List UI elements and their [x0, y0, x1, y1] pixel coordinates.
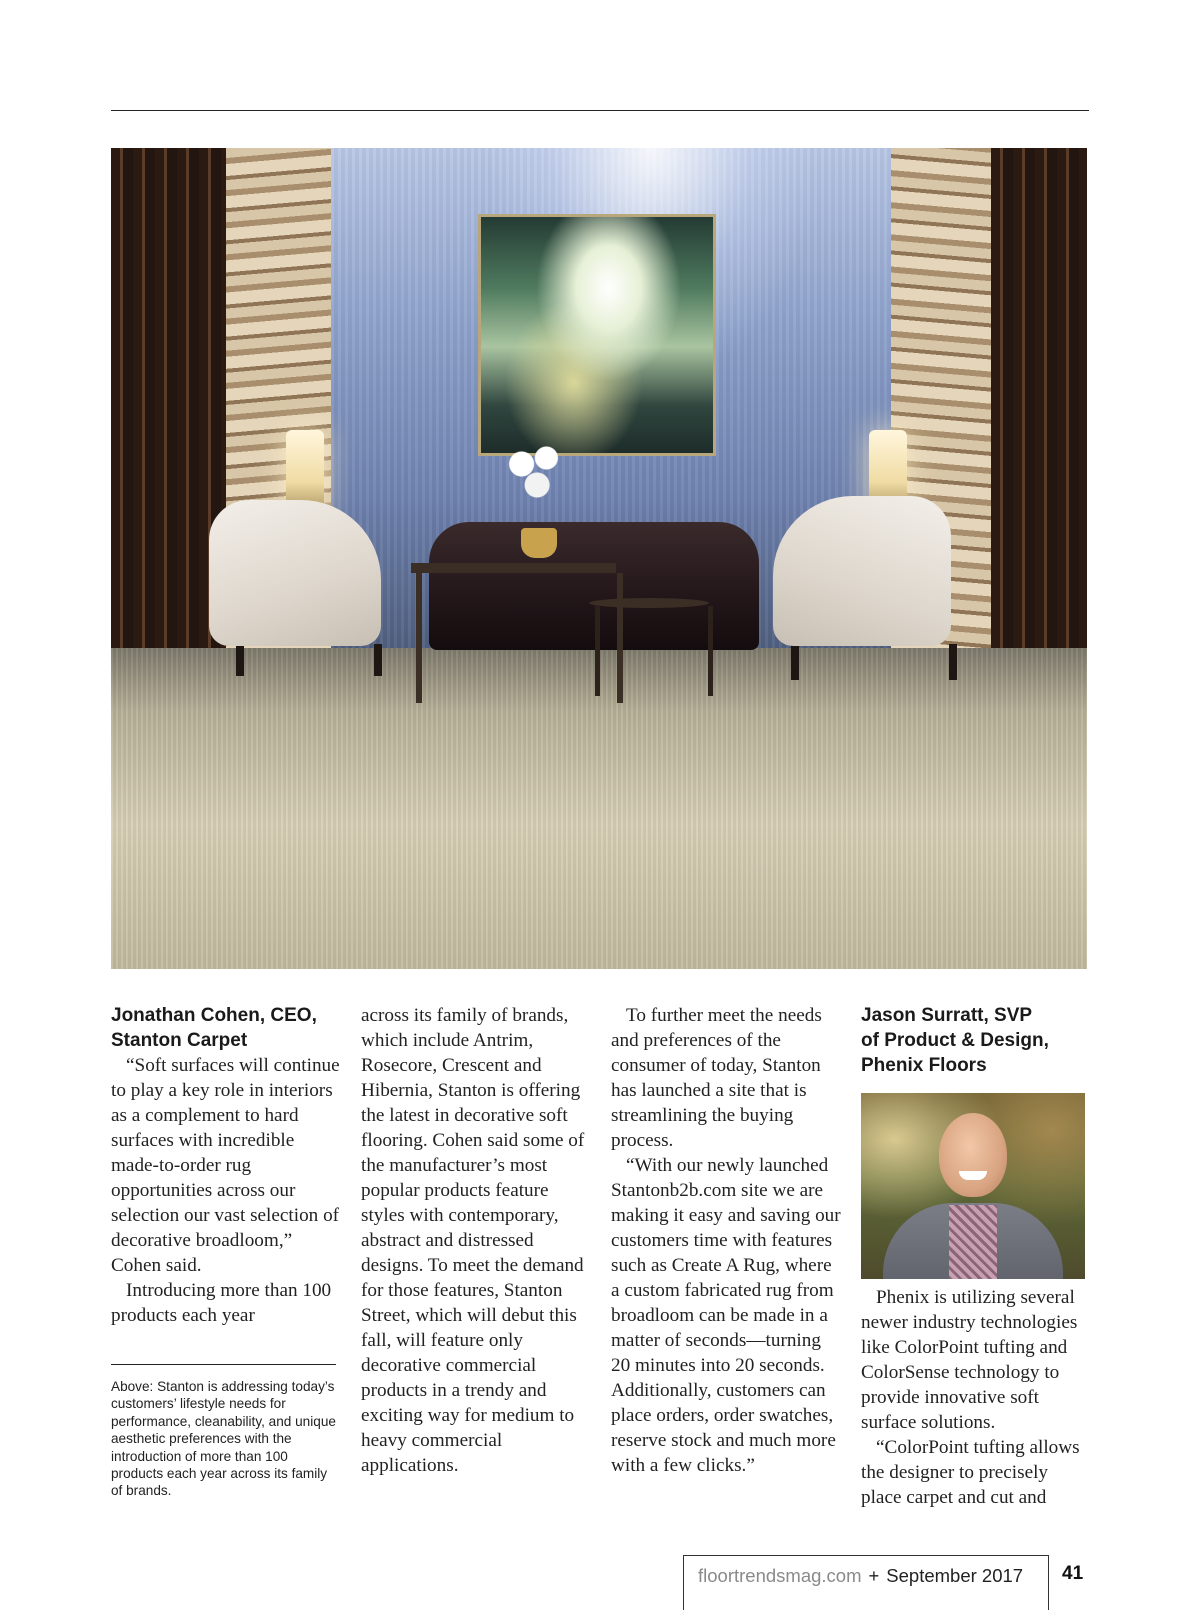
photo-side-table — [589, 598, 709, 608]
photo-vase — [521, 528, 557, 558]
photo-painting — [478, 214, 716, 456]
headshot-shirt — [949, 1205, 997, 1279]
page-number: 41 — [1062, 1563, 1084, 1584]
photo-side-table-legs — [595, 606, 713, 696]
footer-separator: + — [868, 1565, 880, 1586]
speaker-heading-line: Jason Surratt, SVP — [861, 1005, 1033, 1026]
photo-chair-right — [773, 496, 951, 646]
photo-chair-left-base — [236, 644, 382, 676]
article-column-3 — [611, 1003, 843, 1478]
photo-chair-right-base — [791, 644, 957, 680]
headshot-photo — [861, 1093, 1085, 1279]
photo-chair-left — [209, 500, 381, 646]
lobby-photo — [111, 148, 1087, 969]
footer-folio — [698, 1564, 1023, 1588]
article-column-1 — [111, 1003, 343, 1328]
body-paragraph: “With our newly launched Stantonb2b.com site we are making it easy and saving our customers time with features such as Create A Rug, where a custom fabricated rug from broadloom can be made in a matter of seconds—turning 20 minutes into 20 seconds. Additionally, customers can place orders, order swatches, reserve stock and much more with a few clicks.” — [611, 1155, 841, 1476]
speaker-heading-line: Jonathan Cohen, CEO, — [111, 1005, 317, 1026]
photo-screen-right — [991, 148, 1087, 688]
speaker-heading-line: Stanton Carpet — [111, 1030, 248, 1051]
body-paragraph: “ColorPoint tufting allows the designer to precisely place carpet and cut and — [861, 1437, 1080, 1508]
speaker-heading-line: of Product & Design, — [861, 1030, 1049, 1051]
photo-table-legs — [416, 573, 623, 703]
body-paragraph: across its family of brands, which include Antrim, Rosecore, Crescent and Hibernia, Stanton is offering the latest in decorative soft flooring. Cohen said some of the manufacturer’s most popular products feature styles with contemporary, abstract and distressed designs. To meet the demand for those features, Stanton Street, which will debut this fall, will feature only decorative commercial products in a trendy and exciting way for medium to heavy commercial applications. — [361, 1005, 585, 1476]
photo-table-top — [411, 563, 616, 573]
headshot-face — [939, 1113, 1007, 1197]
caption-rule — [111, 1364, 336, 1365]
article-column-4 — [861, 1003, 1093, 1510]
photo-caption: Above: Stanton is addressing today’s customers’ lifestyle needs for performance, cleanability, and unique aesthetic preferences with the introduction of more than 100 products each year across its family of brands. — [111, 1379, 336, 1499]
top-rule — [111, 110, 1089, 111]
article-column-2 — [361, 1003, 593, 1478]
speaker-heading-line: Phenix Floors — [861, 1055, 987, 1076]
body-paragraph: To further meet the needs and preferences of the consumer of today, Stanton has launched a site that is streamlining the buying process. — [611, 1005, 822, 1151]
body-paragraph: “Soft surfaces will continue to play a key role in interiors as a complement to hard surfaces with incredible made-to-order rug opportunities across our selection our vast selection of decorative broadloom,” Cohen said. — [111, 1055, 340, 1276]
body-paragraph: Phenix is utilizing several newer industry technologies like ColorPoint tufting and ColorSense technology to provide innovative soft surface solutions. — [861, 1287, 1078, 1433]
body-paragraph: Introducing more than 100 products each year — [111, 1280, 332, 1326]
footer-issue: September 2017 — [886, 1565, 1024, 1586]
speaker-heading-surratt — [861, 1003, 1093, 1078]
speaker-heading-cohen — [111, 1003, 343, 1053]
photo-orchid — [503, 440, 565, 500]
footer-site: floortrendsmag.com — [698, 1565, 862, 1586]
